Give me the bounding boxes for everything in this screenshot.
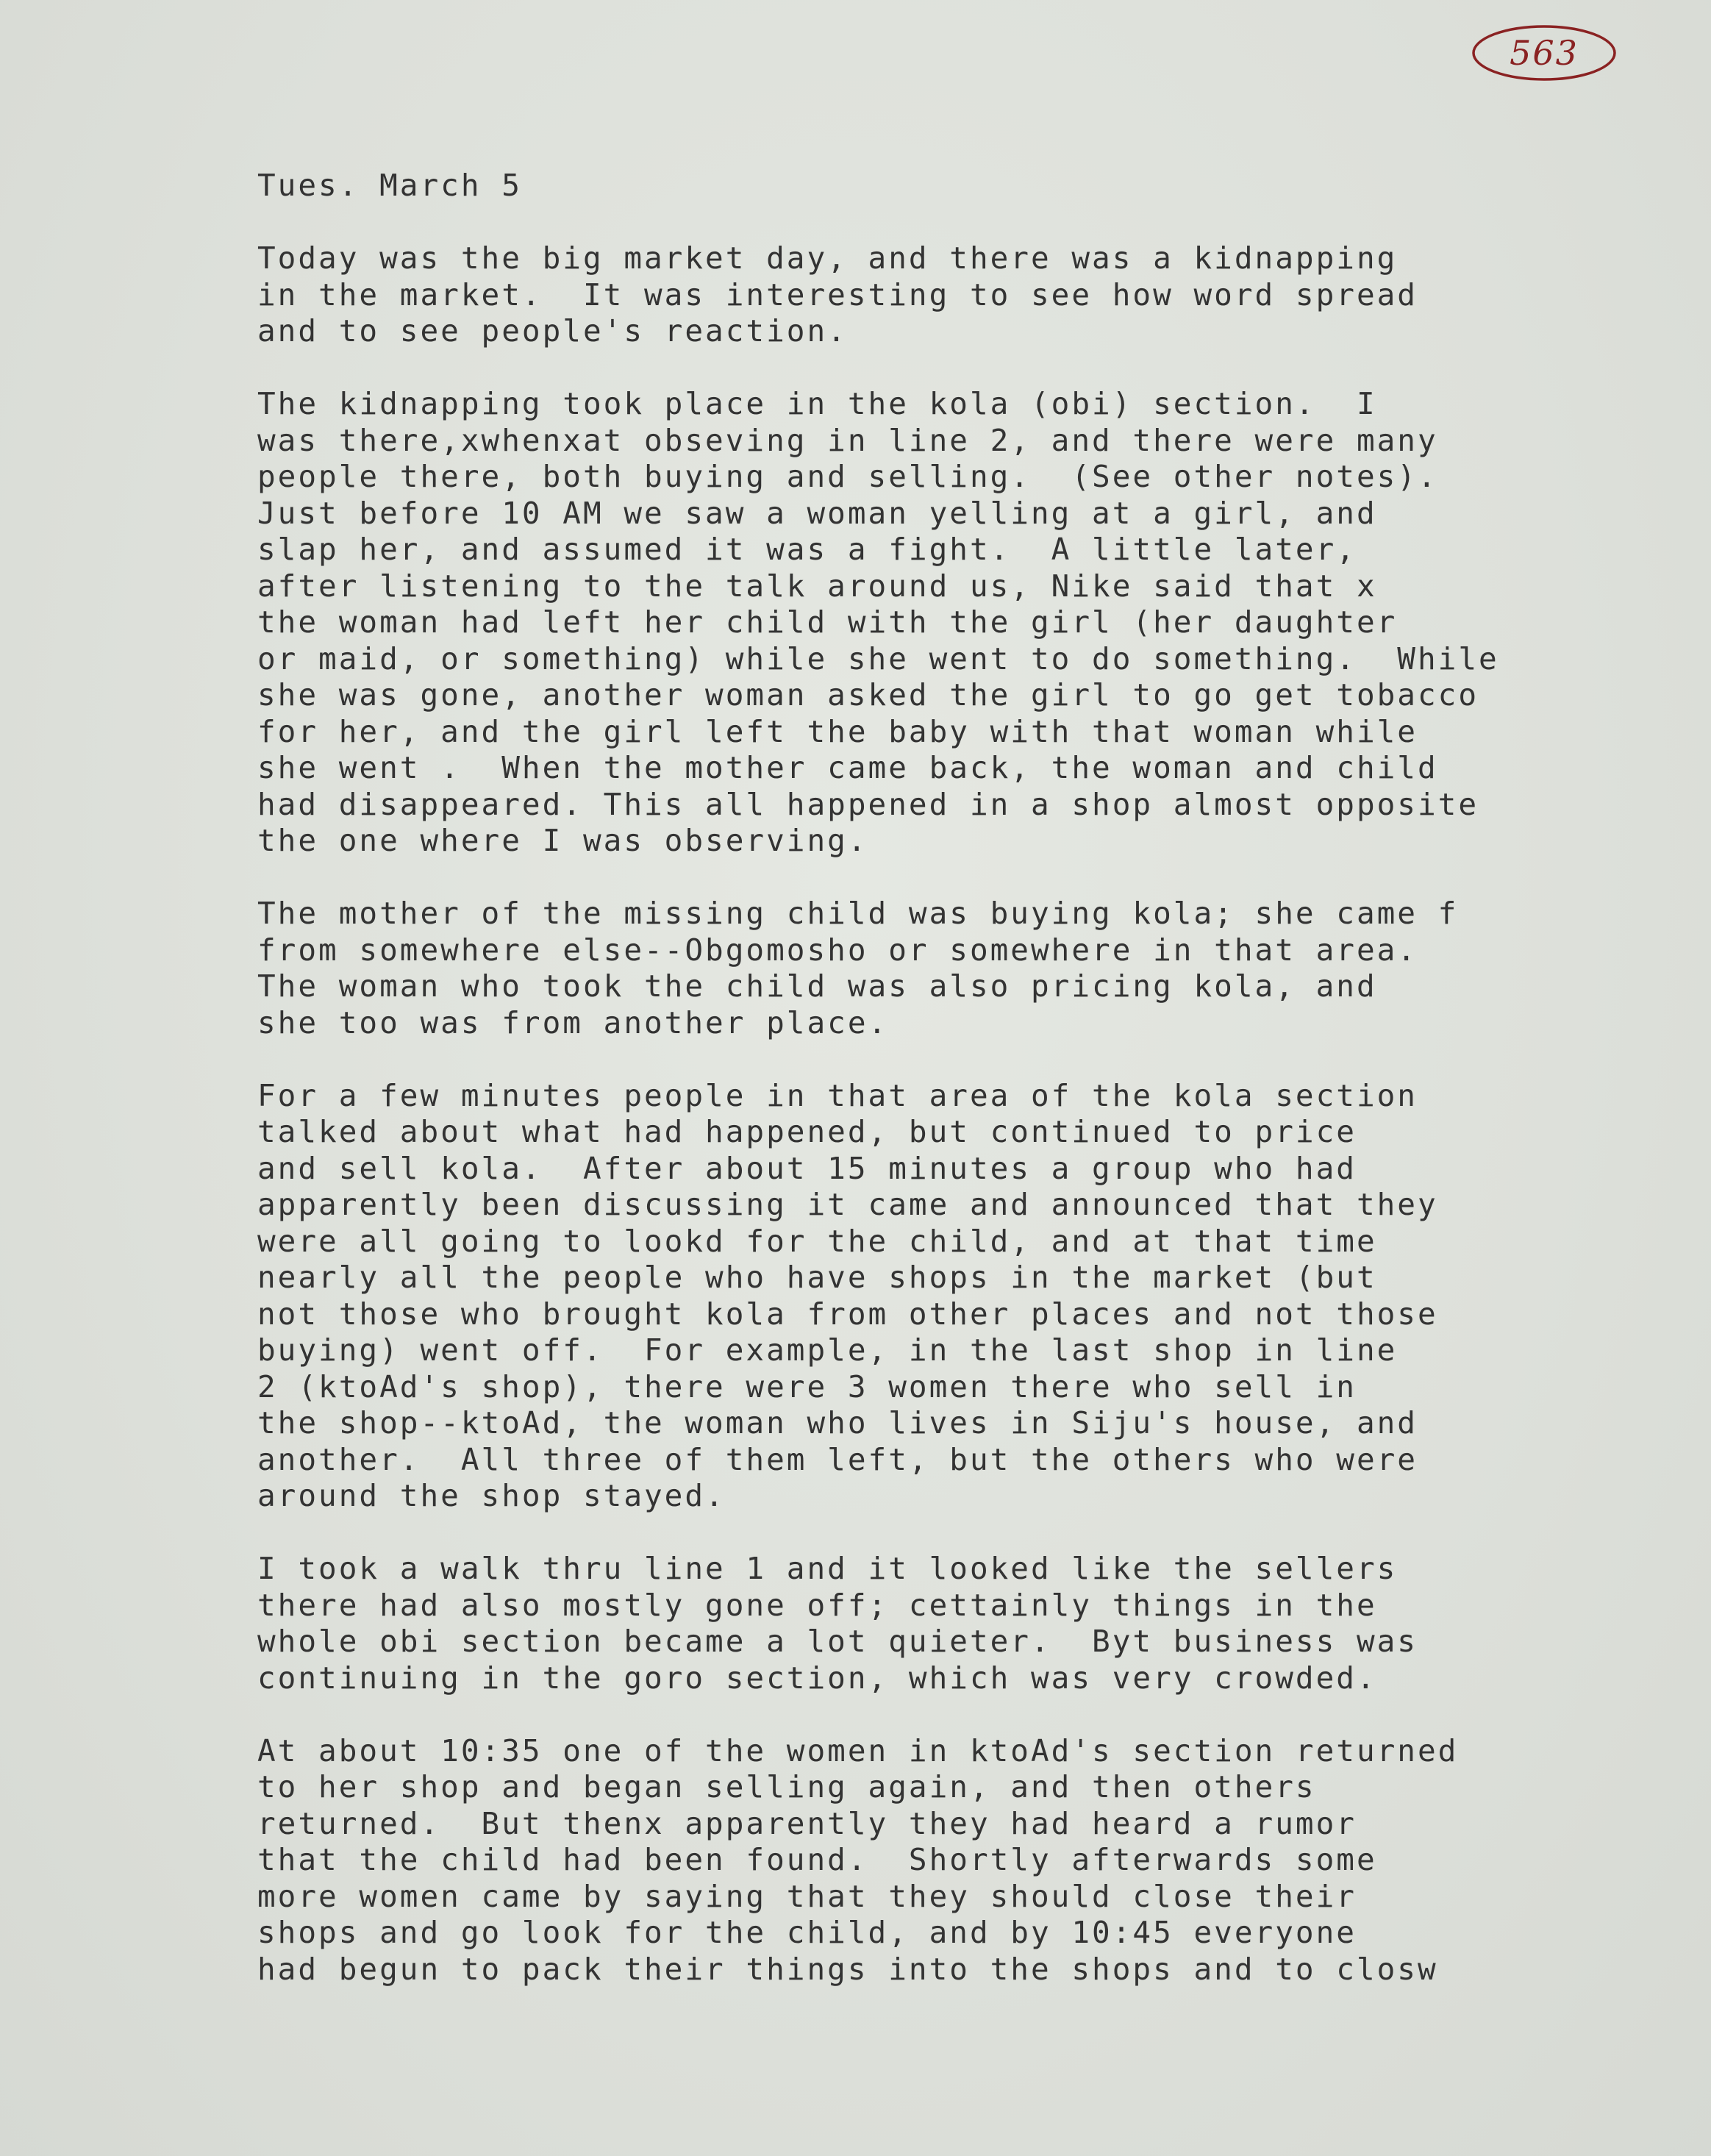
text-line: 2 (ktoAd's shop), there were 3 women there who sell in [257, 1368, 1357, 1404]
text-line: I took a walk thru line 1 and it looked like the sellers [257, 1551, 1398, 1586]
paragraph [257, 240, 1654, 350]
text-line: the one where I was observing. [257, 823, 868, 858]
text-line: returned. But thenx apparently they had heard a rumor [257, 1805, 1357, 1841]
text-line: the woman had left her child with the girl (her daughter [257, 604, 1398, 640]
text-line: to her shop and began selling again, and then others [257, 1769, 1316, 1805]
text-line: The mother of the missing child was buying kola; she came f [257, 896, 1459, 931]
text-line: she was gone, another woman asked the girl to go get tobacco [257, 677, 1479, 713]
text-line: around the shop stayed. [257, 1478, 726, 1513]
paragraph [257, 1078, 1654, 1515]
paragraph [257, 1551, 1654, 1696]
text-line: had disappeared. This all happened in a shop almost opposite [257, 786, 1479, 822]
typed-text [257, 168, 1654, 1988]
text-line: people there, both buying and selling. (See other notes). [257, 459, 1438, 494]
text-line: another. All three of them left, but the others who were [257, 1441, 1418, 1477]
text-line: Just before 10 AM we saw a woman yelling at a girl, and [257, 495, 1377, 531]
text-line: buying) went off. For example, in the last shop in line [257, 1332, 1398, 1368]
page-number-stamp [1471, 22, 1618, 84]
text-line: that the child had been found. Shortly afterwards some [257, 1842, 1377, 1877]
text-line: she went . When the mother came back, the woman and child [257, 750, 1438, 785]
text-line: At about 10:35 one of the women in ktoAd's section returned [257, 1732, 1459, 1768]
paragraph [257, 1733, 1654, 1988]
date-heading: Tues. March 5 [257, 168, 522, 203]
text-line: slap her, and assumed it was a fight. A little later, [257, 532, 1357, 567]
text-line: were all going to lookd for the child, and at that time [257, 1223, 1377, 1259]
text-line: there had also mostly gone off; cettainly things in the [257, 1587, 1377, 1623]
text-line: and to see people's reaction. [257, 313, 848, 349]
text-line: For a few minutes people in that area of the kola section [257, 1077, 1418, 1113]
text-line: she too was from another place. [257, 1004, 889, 1040]
text-line: nearly all the people who have shops in the market (but [257, 1260, 1377, 1295]
text-line: Today was the big market day, and there was a kidnapping [257, 240, 1398, 276]
text-line: in the market. It was interesting to see how word spread [257, 276, 1418, 313]
text-line: whole obi section became a lot quieter. Byt business was [257, 1624, 1418, 1659]
text-line: talked about what had happened, but continued to price [257, 1114, 1357, 1149]
text-line: continuing in the goro section, which was very crowded. [257, 1660, 1377, 1696]
text-line: after listening to the talk around us, Nike said that x [257, 568, 1377, 604]
paragraph [257, 896, 1654, 1041]
paragraph [257, 386, 1654, 860]
text-line: and sell kola. After about 15 minutes a group who had [257, 1150, 1357, 1186]
text-line: had begun to pack their things into the shops and to closw [257, 1951, 1438, 1987]
text-line: The kidnapping took place in the kola (obi) section. I [257, 386, 1377, 421]
page-number: 563 [1510, 33, 1579, 73]
text-line: apparently been discussing it came and announced that they [257, 1187, 1438, 1222]
text-line: The woman who took the child was also pricing kola, and [257, 968, 1377, 1004]
text-line: or maid, or something) while she went to do something. While [257, 640, 1499, 677]
text-line: was there,xwhenxat obseving in line 2, and there were many [257, 422, 1438, 458]
text-line: shops and go look for the child, and by 10:45 everyone [257, 1915, 1357, 1950]
text-line: the shop--ktoAd, the woman who lives in Siju's house, and [257, 1405, 1418, 1441]
text-line: more women came by saying that they should close their [257, 1878, 1357, 1914]
text-line: for her, and the girl left the baby with that woman while [257, 713, 1418, 749]
text-line: not those who brought kola from other places and not those [257, 1296, 1438, 1332]
text-line: from somewhere else--Obgomosho or somewhere in that area. [257, 932, 1418, 968]
